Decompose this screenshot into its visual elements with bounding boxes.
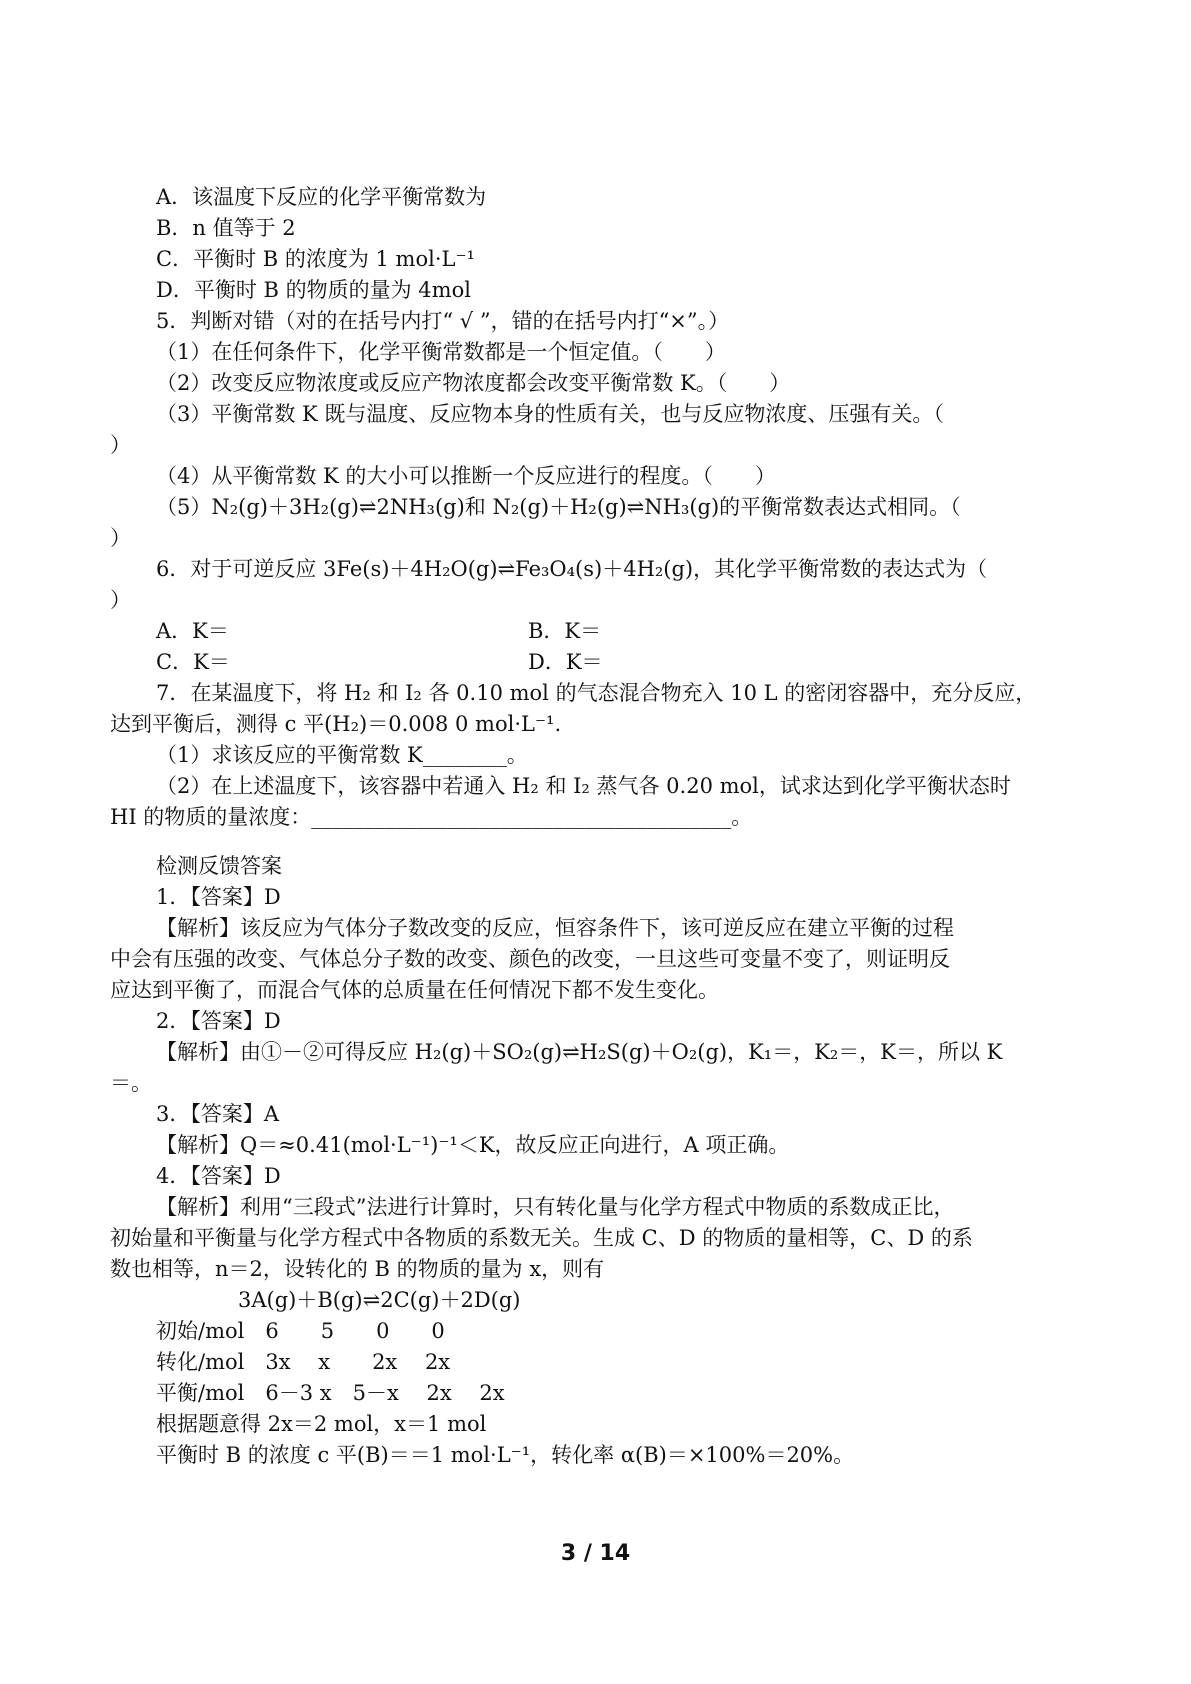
analysis-2-line-2: ＝。 <box>110 1071 152 1095</box>
q5-item-4: （4）从平衡常数 K 的大小可以推断一个反应进行的程度。（ ） <box>156 464 776 488</box>
q6-options-row-2 <box>110 647 1082 678</box>
answer-1: 1．【答案】D <box>156 885 281 909</box>
answer-2: 2．【答案】D <box>156 1009 281 1033</box>
table-row-change: 转化/mol 3x x 2x 2x <box>156 1350 451 1374</box>
q7-part-2: （2）在上述温度下，该容器中若通入 H₂ 和 I₂ 蒸气各 0.20 mol，试求达到化学平衡状态时 <box>156 774 1011 798</box>
q5-item-3-cont: ） <box>110 433 131 457</box>
answer-4: 4．【答案】D <box>156 1164 281 1188</box>
analysis-3: 【解析】Q＝≈0.41(mol·L⁻¹)⁻¹＜K，故反应正向进行，A 项正确。 <box>156 1133 790 1157</box>
analysis-4-line-2: 初始量和平衡量与化学方程式中各物质的系数无关。生成 C、D 的物质的量相等，C、D 的系 <box>110 1226 973 1250</box>
solution-conclusion: 平衡时 B 的浓度 c 平(B)＝＝1 mol·L⁻¹，转化率 α(B)＝×100%＝20%。 <box>156 1443 855 1467</box>
page-number[interactable]: 3 / 14 <box>560 1541 631 1566</box>
q5-item-3: （3）平衡常数 K 既与温度、反应物本身的性质有关，也与反应物浓度、压强有关。（ <box>156 402 944 426</box>
q5-item-2: （2）改变反应物浓度或反应产物浓度都会改变平衡常数 K。（ ） <box>156 371 791 395</box>
question-7-stem: 7．在某温度下，将 H₂ 和 I₂ 各 0.10 mol 的气态混合物充入 10 L 的密闭容器中，充分反应， <box>156 681 1037 705</box>
q6-option-c: C．K＝ <box>156 650 230 674</box>
reaction-equation: 3A(g)＋B(g)⇌2C(g)＋2D(g) <box>238 1288 521 1312</box>
q7-part-1: （1）求该反应的平衡常数 K________。 <box>156 743 528 767</box>
question-6-stem: 6．对于可逆反应 3Fe(s)＋4H₂O(g)⇌Fe₃O₄(s)＋4H₂(g)，其化学平衡常数的表达式为（ <box>156 557 988 581</box>
question-7-stem-cont: 达到平衡后，测得 c 平(H₂)＝0.008 0 mol·L⁻¹. <box>110 712 562 736</box>
answer-3: 3．【答案】A <box>156 1102 280 1126</box>
q5-item-5: （5）N₂(g)＋3H₂(g)⇌2NH₃(g)和 N₂(g)＋H₂(g)⇌NH₃(g)的平衡常数表达式相同。（ <box>156 495 961 519</box>
q6-options-row-1 <box>110 616 1082 647</box>
q7-part-2-cont: HI 的物质的量浓度：________________________________________。 <box>110 805 753 829</box>
question-5-stem: 5．判断对错（对的在括号内打“ √ ”，错的在括号内打“×”。） <box>156 309 730 333</box>
q5-item-1: （1）在任何条件下，化学平衡常数都是一个恒定值。（ ） <box>156 340 726 364</box>
q6-option-a: A．K＝ <box>156 619 229 643</box>
analysis-1-line-3: 应达到平衡了，而混合气体的总质量在任何情况下都不发生变化。 <box>110 978 719 1002</box>
solution-step: 根据题意得 2x＝2 mol，x＝1 mol <box>156 1412 487 1436</box>
table-row-equilibrium: 平衡/mol 6－3 x 5－x 2x 2x <box>156 1381 505 1405</box>
section-gap <box>110 833 1082 851</box>
q6-option-b: B．K＝ <box>528 619 602 643</box>
option-c-q4: C．平衡时 B 的浓度为 1 mol·L⁻¹ <box>156 247 475 271</box>
option-d-q4: D．平衡时 B 的物质的量为 4mol <box>156 278 471 302</box>
analysis-4-line-1: 【解析】利用“三段式”法进行计算时，只有转化量与化学方程式中物质的系数成正比， <box>156 1195 955 1219</box>
answers-heading: 检测反馈答案 <box>156 854 282 878</box>
table-row-initial: 初始/mol 6 5 0 0 <box>156 1319 445 1343</box>
analysis-4-line-3: 数也相等，n＝2，设转化的 B 的物质的量为 x，则有 <box>110 1257 605 1281</box>
q5-item-5-cont: ） <box>110 526 131 550</box>
analysis-2-line-1: 【解析】由①－②可得反应 H₂(g)＋SO₂(g)⇌H₂S(g)＋O₂(g)，K₁＝，K₂＝，K＝，所以 K <box>156 1040 1003 1064</box>
option-a-q4: A．该温度下反应的化学平衡常数为 <box>156 185 487 209</box>
analysis-1-line-1: 【解析】该反应为气体分子数改变的反应，恒容条件下，该可逆反应在建立平衡的过程 <box>156 916 954 940</box>
q6-option-d: D．K＝ <box>528 650 603 674</box>
analysis-1-line-2: 中会有压强的改变、气体总分子数的改变、颜色的改变，一旦这些可变量不变了，则证明反 <box>110 947 950 971</box>
page-content <box>110 182 1082 1471</box>
question-6-stem-cont: ） <box>110 588 131 612</box>
option-b-q4: B．n 值等于 2 <box>156 216 296 240</box>
